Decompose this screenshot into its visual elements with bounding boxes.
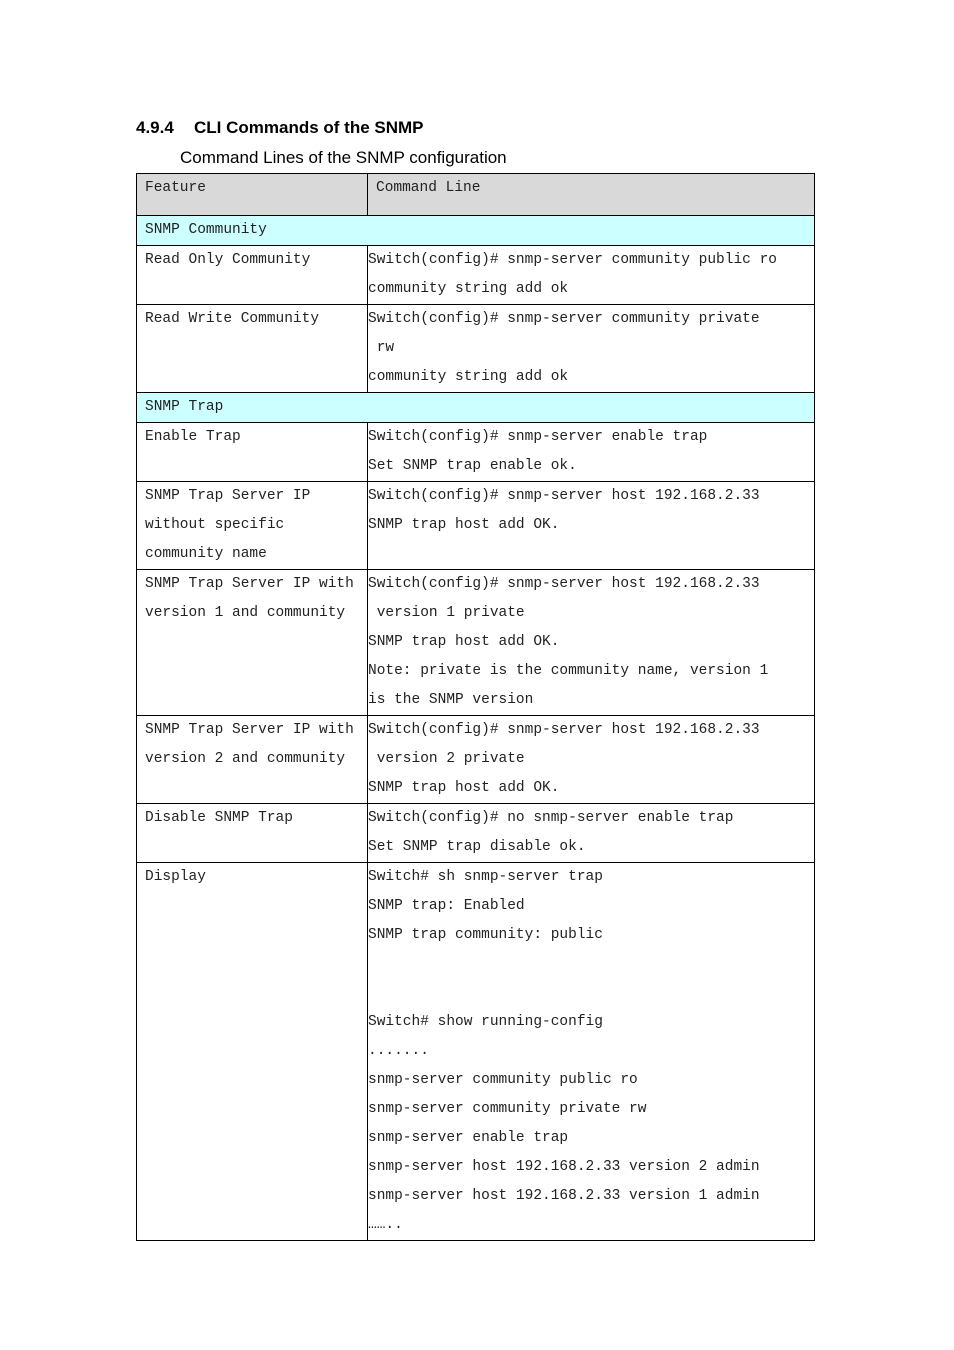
section-label: SNMP Community bbox=[137, 216, 815, 246]
section-row bbox=[137, 393, 815, 423]
command-line: version 2 private bbox=[368, 751, 525, 767]
command-line bbox=[368, 950, 808, 979]
command-line: Switch(config)# snmp-server community private bbox=[368, 311, 760, 327]
command-line: SNMP trap host add OK. bbox=[368, 634, 560, 650]
command-line: Switch(config)# snmp-server community public ro bbox=[368, 252, 777, 268]
command-line: ....... bbox=[368, 1043, 429, 1059]
command-line: Switch# sh snmp-server trap bbox=[368, 869, 603, 885]
section-title: CLI Commands of the SNMP bbox=[194, 118, 424, 137]
feature-line: Read Write Community bbox=[145, 311, 320, 327]
feature-line: Display bbox=[145, 869, 206, 885]
feature-line: SNMP Trap Server IP with bbox=[145, 576, 354, 592]
command-line: SNMP trap: Enabled bbox=[368, 898, 525, 914]
snmp-command-table bbox=[136, 173, 815, 1241]
feature-line: Read Only Community bbox=[145, 252, 311, 268]
section-heading bbox=[136, 118, 424, 138]
command-line: Switch(config)# no snmp-server enable trap bbox=[368, 810, 734, 826]
feature-cell bbox=[137, 423, 368, 482]
feature-cell bbox=[137, 570, 368, 716]
header-feature: Feature bbox=[137, 174, 368, 216]
command-line: Switch(config)# snmp-server host 192.168.2.33 bbox=[368, 722, 760, 738]
command-cell bbox=[368, 863, 815, 1241]
table-caption: Command Lines of the SNMP configuration bbox=[180, 148, 507, 167]
feature-line: Enable Trap bbox=[145, 429, 241, 445]
command-line: Switch(config)# snmp-server host 192.168.2.33 bbox=[368, 576, 760, 592]
feature-cell bbox=[137, 863, 368, 1241]
command-line: community string add ok bbox=[368, 281, 569, 297]
command-line: Note: private is the community name, version 1 bbox=[368, 663, 769, 679]
feature-line: without specific bbox=[145, 517, 285, 533]
section-label: SNMP Trap bbox=[137, 393, 815, 423]
feature-line: Disable SNMP Trap bbox=[145, 810, 293, 826]
table-body bbox=[137, 174, 815, 1241]
command-line: snmp-server host 192.168.2.33 version 2 admin bbox=[368, 1159, 760, 1175]
table-row bbox=[137, 570, 815, 716]
command-cell bbox=[368, 570, 815, 716]
feature-cell bbox=[137, 246, 368, 305]
command-line: Switch# show running-config bbox=[368, 1014, 603, 1030]
command-cell bbox=[368, 423, 815, 482]
command-line: SNMP trap host add OK. bbox=[368, 517, 560, 533]
command-cell bbox=[368, 804, 815, 863]
table-row bbox=[137, 482, 815, 570]
command-line: Switch(config)# snmp-server host 192.168.2.33 bbox=[368, 488, 760, 504]
table-row bbox=[137, 423, 815, 482]
command-line: snmp-server community private rw bbox=[368, 1101, 647, 1117]
section-row bbox=[137, 216, 815, 246]
command-cell bbox=[368, 716, 815, 804]
feature-line: version 2 and community bbox=[145, 751, 346, 767]
feature-cell bbox=[137, 482, 368, 570]
table-row bbox=[137, 305, 815, 393]
table-header-row bbox=[137, 174, 815, 216]
command-cell bbox=[368, 482, 815, 570]
command-line: version 1 private bbox=[368, 605, 525, 621]
command-cell bbox=[368, 305, 815, 393]
feature-cell bbox=[137, 716, 368, 804]
command-line: snmp-server community public ro bbox=[368, 1072, 638, 1088]
feature-line: SNMP Trap Server IP bbox=[145, 488, 311, 504]
feature-line: community name bbox=[145, 546, 267, 562]
command-line: Set SNMP trap enable ok. bbox=[368, 458, 577, 474]
feature-cell bbox=[137, 305, 368, 393]
command-line: SNMP trap community: public bbox=[368, 927, 603, 943]
table-row bbox=[137, 246, 815, 305]
command-line: snmp-server host 192.168.2.33 version 1 admin bbox=[368, 1188, 760, 1204]
command-line: snmp-server enable trap bbox=[368, 1130, 569, 1146]
table-row bbox=[137, 863, 815, 1241]
table-row bbox=[137, 804, 815, 863]
command-line: rw bbox=[368, 340, 395, 356]
command-line: community string add ok bbox=[368, 369, 569, 385]
command-line: is the SNMP version bbox=[368, 692, 534, 708]
feature-line: version 1 and community bbox=[145, 605, 346, 621]
command-cell bbox=[368, 246, 815, 305]
command-line: SNMP trap host add OK. bbox=[368, 780, 560, 796]
table-row bbox=[137, 716, 815, 804]
feature-cell bbox=[137, 804, 368, 863]
header-command-line: Command Line bbox=[368, 174, 815, 216]
feature-line: SNMP Trap Server IP with bbox=[145, 722, 354, 738]
command-line bbox=[368, 979, 808, 1008]
command-line: Set SNMP trap disable ok. bbox=[368, 839, 586, 855]
command-line: Switch(config)# snmp-server enable trap bbox=[368, 429, 708, 445]
section-number: 4.9.4 bbox=[136, 118, 174, 137]
command-line: …….. bbox=[368, 1217, 403, 1233]
